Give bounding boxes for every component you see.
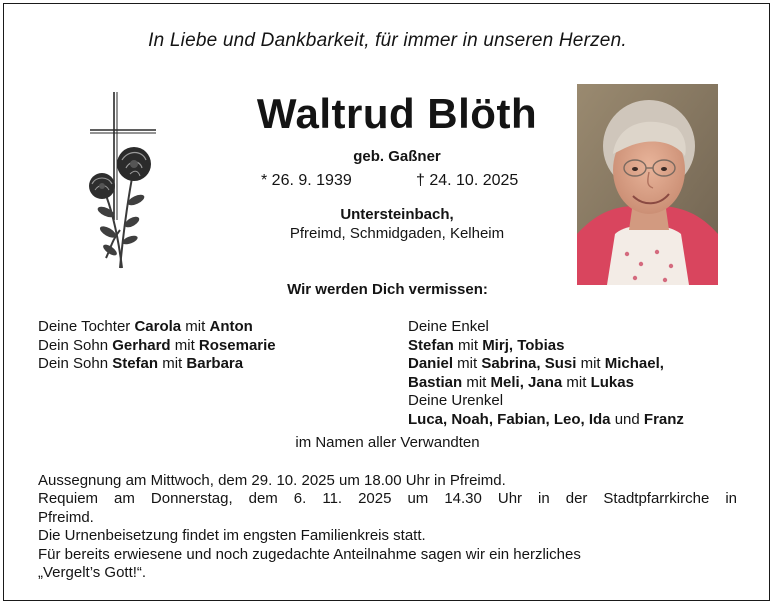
family-line xyxy=(38,355,276,374)
family-line xyxy=(408,392,684,411)
family-name: Meli, Jana xyxy=(490,373,563,391)
motto: In Liebe und Dankbarkeit, für immer in unseren Herzen. xyxy=(148,30,627,51)
family-name: Rosemarie xyxy=(198,336,276,354)
death-date: † 24. 10. 2025 xyxy=(416,172,519,189)
notice-line: „Vergelt’s Gott!“. xyxy=(38,564,147,582)
family-name: Barbara xyxy=(186,355,244,372)
funeral-notice xyxy=(38,472,737,582)
family-name: Anton xyxy=(209,318,253,335)
family-text: Dein Sohn xyxy=(38,355,113,372)
family-name: Stefan xyxy=(112,355,159,372)
family-text: mit xyxy=(181,318,210,335)
relatives-note: im Namen aller Verwandten xyxy=(295,434,480,451)
family-text: Deine Urenkel xyxy=(408,392,504,409)
family-line xyxy=(408,337,684,356)
family-line xyxy=(38,318,276,337)
family-name: Mirj, Tobias xyxy=(482,336,565,354)
family-line xyxy=(408,374,684,393)
family-name: Carola xyxy=(134,318,182,335)
notice-line: Die Urnenbeisetzung findet im engsten Familienkreis statt. xyxy=(38,527,426,545)
family-text: mit xyxy=(158,355,187,372)
family-name: Franz xyxy=(643,410,684,428)
notice-line: Für bereits erwiesene und noch zugedachte Anteilnahme sagen wir ein herzliches xyxy=(38,545,581,563)
family-line xyxy=(408,411,684,430)
family-name: Luca, Noah, Fabian, Leo, Ida xyxy=(408,410,611,428)
deceased-name: Waltrud Blöth xyxy=(256,90,538,137)
family-text: Dein Sohn xyxy=(38,336,113,354)
family-text: mit xyxy=(462,373,491,391)
family-line xyxy=(408,355,684,374)
family-text: und xyxy=(610,410,644,428)
family-name: Gerhard xyxy=(112,336,171,354)
family-text: mit xyxy=(453,336,483,354)
notice-line: Requiem am Donnerstag, dem 6. 11. 2025 um 14.30 Uhr in der Stadtpfarrkirche in xyxy=(38,490,737,508)
family-right-column xyxy=(408,318,684,429)
family-name: Lukas xyxy=(590,373,634,391)
family-line xyxy=(408,318,684,337)
family-text: Deine Enkel xyxy=(408,318,489,335)
family-name: Michael, xyxy=(604,355,664,372)
family-name: Daniel xyxy=(408,355,454,372)
maiden-name: geb. Gaßner xyxy=(353,148,441,165)
portrait-photo xyxy=(577,84,718,285)
other-places: Pfreimd, Schmidgaden, Kelheim xyxy=(289,225,505,242)
family-text: mit xyxy=(170,336,199,354)
family-text: mit xyxy=(576,355,605,372)
family-left-column xyxy=(38,318,276,374)
family-name: Bastian xyxy=(408,373,463,391)
family-text: mit xyxy=(453,355,482,372)
family-line xyxy=(38,337,276,356)
miss-heading: Wir werden Dich vermissen: xyxy=(287,281,488,298)
home-place: Untersteinbach, xyxy=(340,206,454,223)
family-name: Sabrina, Susi xyxy=(481,355,577,372)
notice-line: Pfreimd. xyxy=(38,508,94,526)
family-text: Deine Tochter xyxy=(38,318,135,335)
family-name: Stefan xyxy=(408,336,454,354)
family-text: mit xyxy=(562,373,591,391)
birth-date: * 26. 9. 1939 xyxy=(261,172,352,189)
notice-line: Aussegnung am Mittwoch, dem 29. 10. 2025 um 18.00 Uhr in Pfreimd. xyxy=(38,472,506,489)
cross-with-roses-icon xyxy=(84,90,164,277)
